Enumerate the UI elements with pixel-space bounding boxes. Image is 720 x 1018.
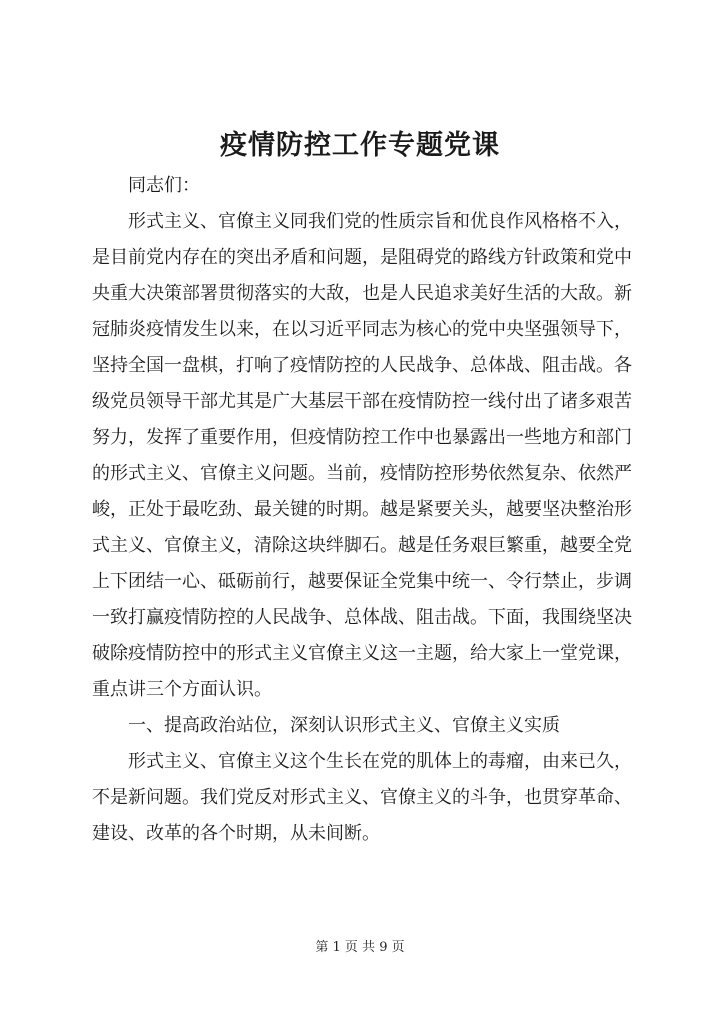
document-title: 疫情防控工作专题党课 <box>220 130 500 161</box>
section-paragraph: 形式主义、官僚主义这个生长在党的肌体上的毒瘤，由来已久，不是新问题。我们党反对形式主义、官僚主义的斗争，也贯穿革命、建设、改革的各个时期，从未间断。 <box>92 751 632 844</box>
document-body <box>92 168 632 852</box>
section-heading: 一、提高政治站位，深刻认识形式主义、官僚主义实质 <box>128 715 560 736</box>
intro-paragraph: 形式主义、官僚主义同我们党的性质宗旨和优良作风格格不入，是目前党内存在的突出矛盾和问题，是阻碍党的路线方针政策和党中央重大决策部署贯彻落实的大敌，也是人民追求美好生活的大敌。新冠肺炎疫情发生以来，在以习近平同志为核心的党中央坚强领导下，坚持全国一盘棋，打响了疫情防控的人民战争、总体战、阻击战。各级党员领导干部尤其是广大基层干部在疫情防控一线付出了诸多艰苦努力，发挥了重要作用，但疫情防控工作中也暴露出一些地方和部门的形式主义、官僚主义问题。当前，疫情防控形势依然复杂、依然严峻，正处于最吃劲、最关键的时期。越是紧要关头，越要坚决整治形式主义、官僚主义，清除这块绊脚石。越是任务艰巨繁重，越要全党上下团结一心、砥砺前行，越要保证全党集中统一、令行禁止，步调一致打赢疫情防控的人民战争、总体战、阻击战。下面，我围绕坚决破除疫情防控中的形式主义官僚主义这一主题，给大家上一堂党课，重点讲三个方面认识。 <box>92 211 632 700</box>
page-number-footer: 第 1 页 共 9 页 <box>315 940 405 955</box>
salutation-paragraph: 同志们： <box>128 175 200 196</box>
